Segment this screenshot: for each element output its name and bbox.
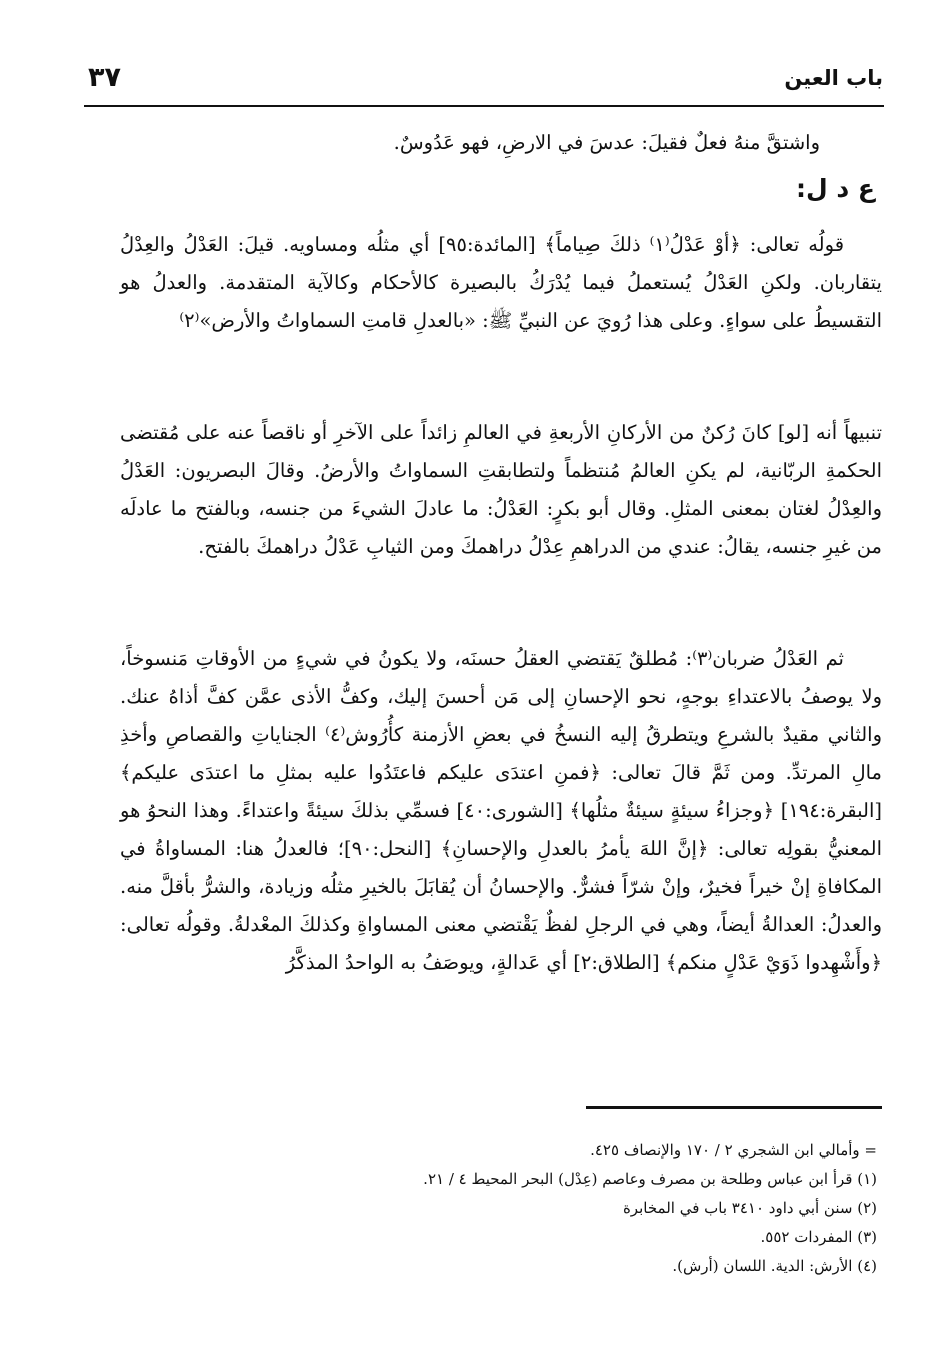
footnote-1: (١) قرأ ابن عباس وطلحة بن مصرف وعاصم (عِدْل) البحر المحيط ٤ / ٢١. xyxy=(423,1170,877,1188)
footnote-continuation: = وأمالي ابن الشجري ٢ / ١٧٠ والإنصاف ٤٢٥. xyxy=(590,1141,877,1159)
running-title: باب العين xyxy=(784,66,883,90)
footnotes xyxy=(117,1136,877,1281)
page-number: ٣٧ xyxy=(88,62,121,93)
entry-root-heading: ع د ل: xyxy=(795,174,875,203)
footnote-3: (٣) المفردات ٥٥٢. xyxy=(760,1228,877,1246)
footnote-2: (٢) سنن أبي داود ٣٤١٠ باب في المخابرة xyxy=(622,1199,877,1217)
header-rule xyxy=(84,105,884,107)
paragraph-definition: قولُه تعالى: ﴿أوْ عَدْلُ⁽١⁾ ذلكَ صِياماً﴾ [المائدة:٩٥] أي مثلُه ومساويه. قيلَ: العَدْلُ والعِدْلُ يتقاربان. ولكنِ العَدْلُ يُستعملُ فيما يُدْرَكُ بالبصيرة كالأحكام وكالآية المتقدمة. والعدلُ هو التقسيطُ على سواءٍ. وعلى هذا رُويَ عن النبيِّ ﷺ: «بالعدلِ قامتِ السماواتُ والأرض»⁽٢⁾ xyxy=(120,233,882,332)
footnote-4: (٤) الأرش: الدية. اللسان (أرش). xyxy=(672,1257,877,1275)
opening-line: واشتقَّ منهُ فعلٌ فقيلَ: عدسَ في الارضِ، فهو عَدُوسٌ. xyxy=(393,131,820,154)
page-header xyxy=(88,62,883,98)
footnote-separator xyxy=(586,1106,882,1109)
paragraph-types-of-justice: ثم العَدْلُ ضربان⁽٣⁾: مُطلقٌ يَقتضي العقلُ حسنَه، ولا يكونُ في شيءٍ من الأوقاتِ مَنسوخاً، ولا يوصفُ بالاعتداءِ بوجهٍ، نحو الإحسانِ إلى مَن أحسنَ إليك، وكفُّ الأذى عمَّن كفَّ أذاهُ عنك. والثاني مقيدٌ بالشرعِ ويتطرقُ إليه النسخُ في بعضِ الأزمنة كأُرُوش⁽٤⁾ الجناياتِ والقصاصِ وأخذِ مالِ المرتدِّ. ومن ثَمَّ قالَ تعالى: ﴿فمنِ اعتدَى عليكم فاعتَدُوا عليه بمثلِ ما اعتدَى عليكم﴾ [البقرة:١٩٤] ﴿وجزاءُ سيئةٍ سيئةٌ مثلُها﴾ [الشورى:٤٠] فسمِّي بذلكَ سيئةً واعتداءً. وهذا النحوُ هو المعنيُّ بقولِه تعالى: ﴿إنَّ اللهَ يأمرُ بالعدلِ والإحسانِ﴾ [النحل:٩٠]؛ فالعدلُ هنا: المساواةُ في المكافاةِ إنْ خيراً فخيرٌ، وإنْ شرّاً فشرٌّ. والإحسانُ أن يُقابَلَ بالخيرِ مثلُه وزيادة، والشرُّ بأقلَّ منه. والعدلُ: العدالةُ أيضاً، وهي في الرجلِ لفظٌ يَقْتضي معنى المساواةِ وكذلكَ المعْدلةُ. وقولُه تعالى: ﴿وأَشْهِدوا ذَوَيْ عَدْلٍ منكم﴾ [الطلاق:٢] أي عَدالةٍ، ويوصَفُ به الواحدُ المذكَّرُ xyxy=(120,647,883,974)
paragraph-note: تنبيهاً أنه [لو] كانَ رُكنٌ من الأركانِ الأربعةِ في العالمِ زائداً على الآخرِ أو ناقصاً عنه على مُقتضى الحكمةِ الربّانية، لم يكنِ العالمُ مُنتظماً ولتطابقتِ السماواتُ والأرضُ. وقالَ البصريون: العَدْلُ والعِدْلُ لغتان بمعنى المثلِ. وقال أبو بكرٍ: العَدْلُ: ما عادلَ الشيءَ من جنسه، وبالفتح ما عادلَه من غيرِ جنسه، يقالُ: عندي من الدراهمِ عِدْلُ دراهمكَ ومن الثيابِ عَدْلُ دراهمكَ بالفتح. xyxy=(120,421,882,558)
